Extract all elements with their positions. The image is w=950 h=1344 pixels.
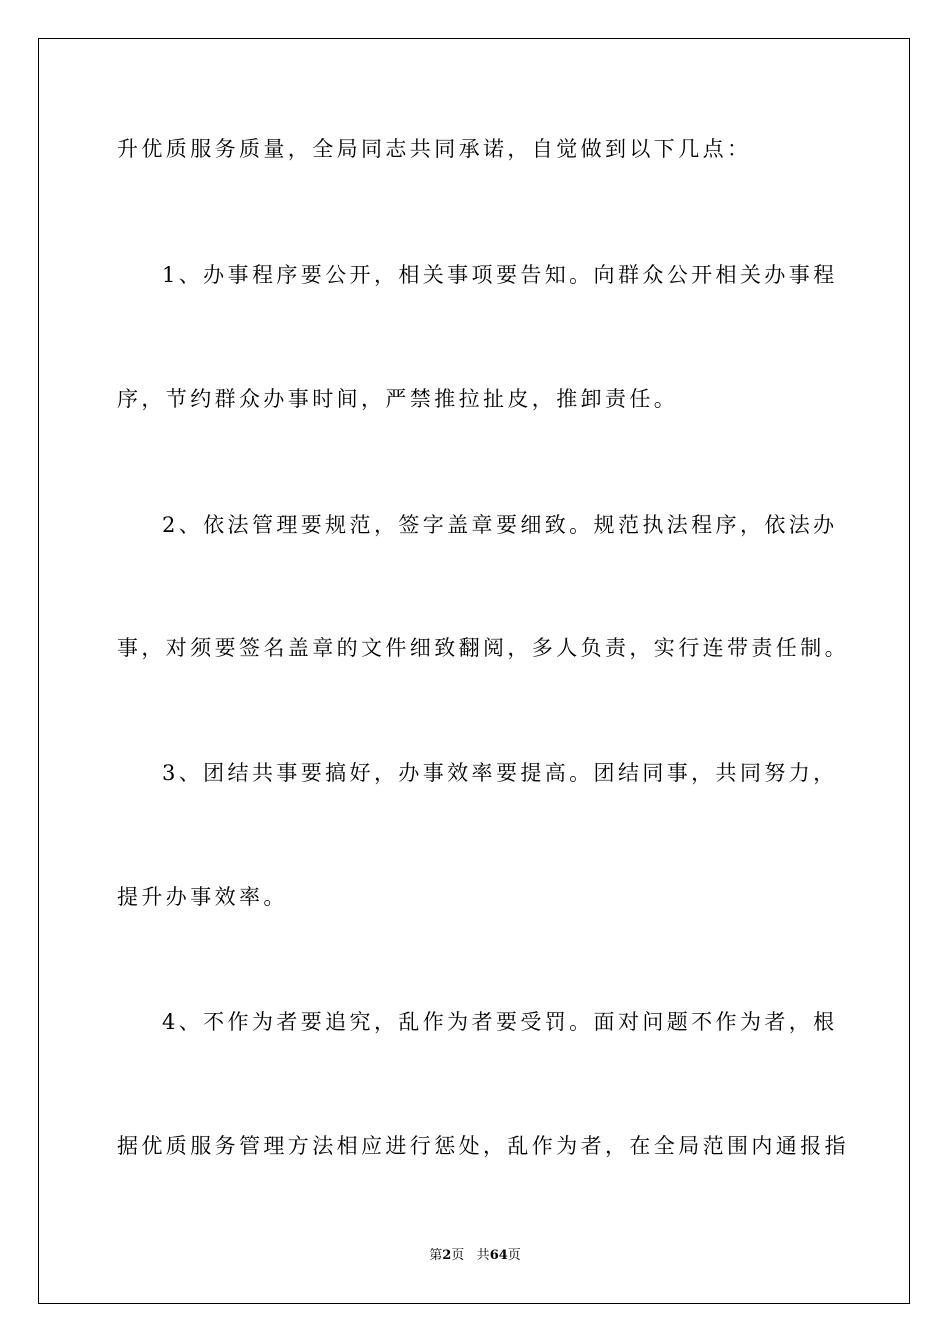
paragraph-line: 提升办事效率。 (117, 885, 288, 909)
paragraph-line: 事，对须要签名盖章的文件细致翻阅，多人负责，实行连带责任制。 (117, 636, 849, 660)
paragraph-line: 2、依法管理要规范，签字盖章要细致。规范执法程序，依法办 (162, 513, 838, 537)
footer-total-prefix: 共 (476, 1248, 490, 1263)
footer-page-number: 2 (442, 1248, 452, 1263)
footer-page-prefix: 第 (429, 1248, 443, 1263)
paragraph-line: 升优质服务质量，全局同志共同承诺，自觉做到以下几点： (117, 137, 752, 161)
page-footer (0, 1249, 950, 1262)
paragraph-line: 3、团结共事要搞好，办事效率要提高。团结同事，共同努力， (162, 761, 838, 785)
footer-total-pages: 64 (489, 1248, 508, 1263)
footer-total-suffix: 页 (507, 1248, 521, 1263)
paragraph-line: 序，节约群众办事时间，严禁推拉扯皮，推卸责任。 (117, 387, 679, 411)
paragraph-line: 据优质服务管理方法相应进行惩处，乱作为者，在全局范围内通报指 (117, 1134, 849, 1158)
page-border (38, 38, 910, 1304)
paragraph-line: 4、不作为者要追究，乱作为者要受罚。面对问题不作为者，根 (162, 1010, 838, 1034)
footer-page-suffix: 页 (451, 1248, 465, 1263)
paragraph-line: 1、办事程序要公开，相关事项要告知。向群众公开相关办事程 (162, 263, 838, 287)
